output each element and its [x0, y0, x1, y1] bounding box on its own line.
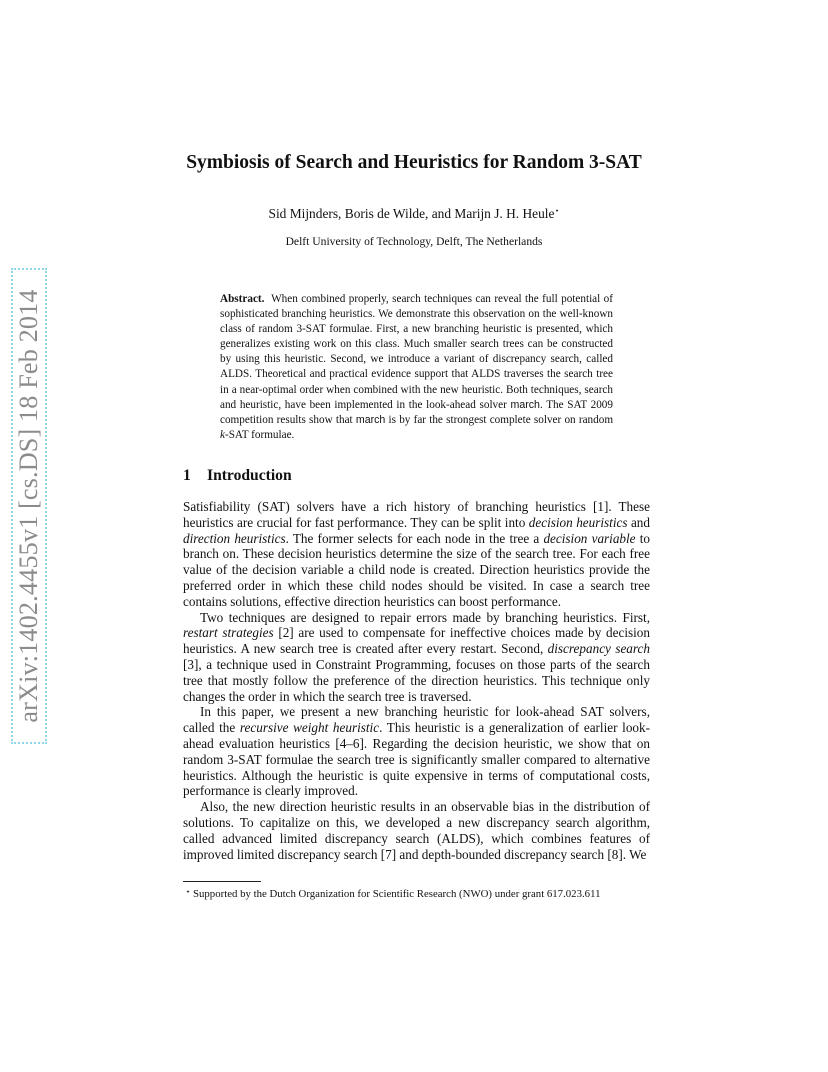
- arxiv-identifier: arXiv:1402.4455v1 [cs.DS] 18 Feb 2014: [14, 289, 43, 723]
- section-number: 1: [183, 467, 191, 484]
- text-run: In this paper, we present a new branching heuristic for look-ahead SAT solvers, called the: [183, 704, 650, 736]
- paragraph: [183, 799, 650, 862]
- emphasis: direction heuristics: [183, 530, 286, 546]
- paragraph: [183, 704, 650, 799]
- text-run: [2] are used to compensate for ineffective choices made by decision heuristics. A new search tree is created after every restart. Second,: [183, 625, 650, 657]
- solver-name: march: [355, 413, 386, 426]
- text-run: Two techniques are designed to repair errors made by branching heuristics. First,: [200, 609, 650, 625]
- emphasis: discrepancy search: [547, 641, 650, 657]
- emphasis: decision heuristics: [528, 514, 628, 530]
- paragraph: [183, 610, 650, 705]
- author-list: [0, 206, 828, 222]
- footnote: [183, 885, 653, 901]
- abstract-text: When combined properly, search techniques can reveal the full potential of sophisticated branching heuristics. We demonstrate this observation on the well-known class of random 3-SAT formulae. First, a new branching heuristic is presented, which generalizes existing work on this class. Much smaller search trees can be constructed by using this heuristic. Second, we introduce a variant of discrepancy search, called ALDS. Theoretical and practical evidence support that ALDS traverses the search tree in a near-optimal order when combined with the new heuristic. Both techniques, search and heuristic, have been implemented in the look-ahead solver: [220, 293, 613, 411]
- footnote-mark: ⋆: [185, 887, 191, 896]
- paper-title: Symbiosis of Search and Heuristics for Random 3-SAT: [186, 152, 642, 173]
- abstract: [220, 292, 613, 443]
- emphasis: restart strategies: [183, 625, 274, 641]
- emphasis: recursive weight heuristic: [239, 720, 380, 736]
- footnote-rule: [183, 881, 261, 882]
- abstract-text: is by far the strongest complete solver on random: [388, 413, 614, 426]
- text-run: to branch on. These decision heuristics determine the size of the search tree. For each free value of the decision variable a child node is created. Direction heuristics provide the preferred order in which these child nodes should be visited. In case a search tree contains solutions, effective direction heuristics can boost performance.: [183, 530, 650, 609]
- solver-name: march: [510, 398, 540, 411]
- section-heading: [183, 467, 292, 485]
- emphasis: decision variable: [543, 530, 636, 546]
- section-title: Introduction: [207, 467, 292, 484]
- text-run: Also, the new direction heuristic results in an observable bias in the distribution of solutions. To capitalize on this, we developed a new discrepancy search algorithm, called advanced limited discrepancy search (ALDS), which combines features of improved limited discrepancy search [7] and depth-bounded discrepancy search [8]. We: [183, 799, 650, 862]
- paragraph: [183, 499, 650, 610]
- text-run: Satisfiability (SAT) solvers have a rich history of branching heuristics [1]. These heuristics are crucial for fast performance. They can be split into: [183, 499, 650, 530]
- math-k: k: [220, 428, 225, 441]
- abstract-text: -SAT formulae.: [224, 428, 295, 441]
- affiliation: Delft University of Technology, Delft, The Netherlands: [285, 235, 543, 248]
- body-text: [183, 499, 650, 862]
- text-run: . The former selects for each node in the tree a: [285, 530, 544, 546]
- text-run: and: [627, 514, 650, 530]
- text-run: . This heuristic is a generalization of earlier look-ahead evaluation heuristics [4–6]. Regarding the decision heuristic, we show that on random 3-SAT formulae the search tree is significantly smaller compared to alternative heuristics. Although the heuristic is quite expensive in terms of computational costs, performance is clearly improved.: [183, 720, 650, 799]
- abstract-label: Abstract.: [220, 293, 265, 305]
- author-footnote-mark: ⋆: [554, 206, 560, 215]
- text-run: [3], a technique used in Constraint Programming, focuses on those parts of the search tree that mostly follow the preference of the direction heuristics. This technique only changes the order in which the search tree is traversed.: [183, 656, 650, 704]
- author-names: Sid Mijnders, Boris de Wilde, and Marijn J. H. Heule: [268, 206, 555, 221]
- abstract-text: . The SAT 2009 competition results show that: [220, 398, 613, 426]
- footnote-text: Supported by the Dutch Organization for Scientific Research (NWO) under grant 617.023.611: [193, 888, 601, 900]
